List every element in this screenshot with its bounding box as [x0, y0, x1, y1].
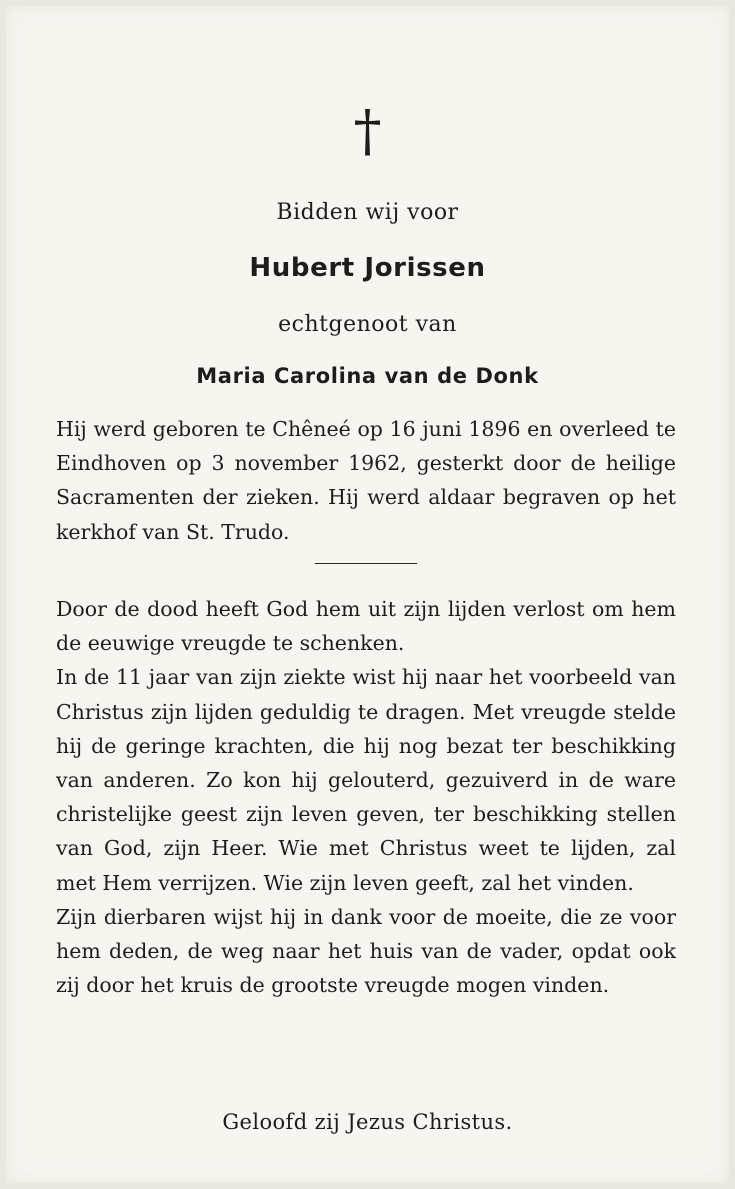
relation-line: echtgenoot van	[278, 312, 457, 337]
memorial-card	[6, 6, 729, 1183]
reflection-paragraph: Door de dood heeft God hem uit zijn lijden verlost om hem de eeuwige vreugde te schenken.	[56, 597, 676, 656]
cross-icon: †	[353, 99, 382, 164]
reflection-paragraph: Zijn dierbaren wijst hij in dank voor de moeite, die ze voor hem deden, de weg naar het huis van de vader, opdat ook zij door het kruis de grootste vreugde mogen vinden.	[56, 904, 676, 998]
intro-line: Bidden wij voor	[276, 200, 459, 225]
divider-line	[315, 563, 417, 564]
closing-line: Geloofd zij Jezus Christus.	[222, 1110, 513, 1134]
deceased-name: Hubert Jorissen	[249, 253, 486, 283]
biography-paragraph: Hij werd geboren te Chêneé op 16 juni 1896 en overleed te Eindhoven op 3 november 1962, gesterkt door de heilige Sacramenten der zieken. Hij werd aldaar begraven op het kerkhof van St. Trudo.	[56, 417, 676, 544]
reflection-text	[56, 592, 676, 1002]
reflection-paragraph: In de 11 jaar van zijn ziekte wist hij naar het voorbeeld van Christus zijn lijden geduldig te dragen. Met vreugde stelde hij de geringe krachten, die hij nog bezat ter beschikking van anderen. Zo kon hij gelouterd, gezuiverd in de ware christelijke geest zijn leven geven, ter beschikking stellen van God, zijn Heer. Wie met Christus weet te lijden, zal met Hem verrijzen. Wie zijn leven geeft, zal het vinden.	[56, 665, 676, 895]
spouse-name: Maria Carolina van de Donk	[196, 364, 539, 388]
